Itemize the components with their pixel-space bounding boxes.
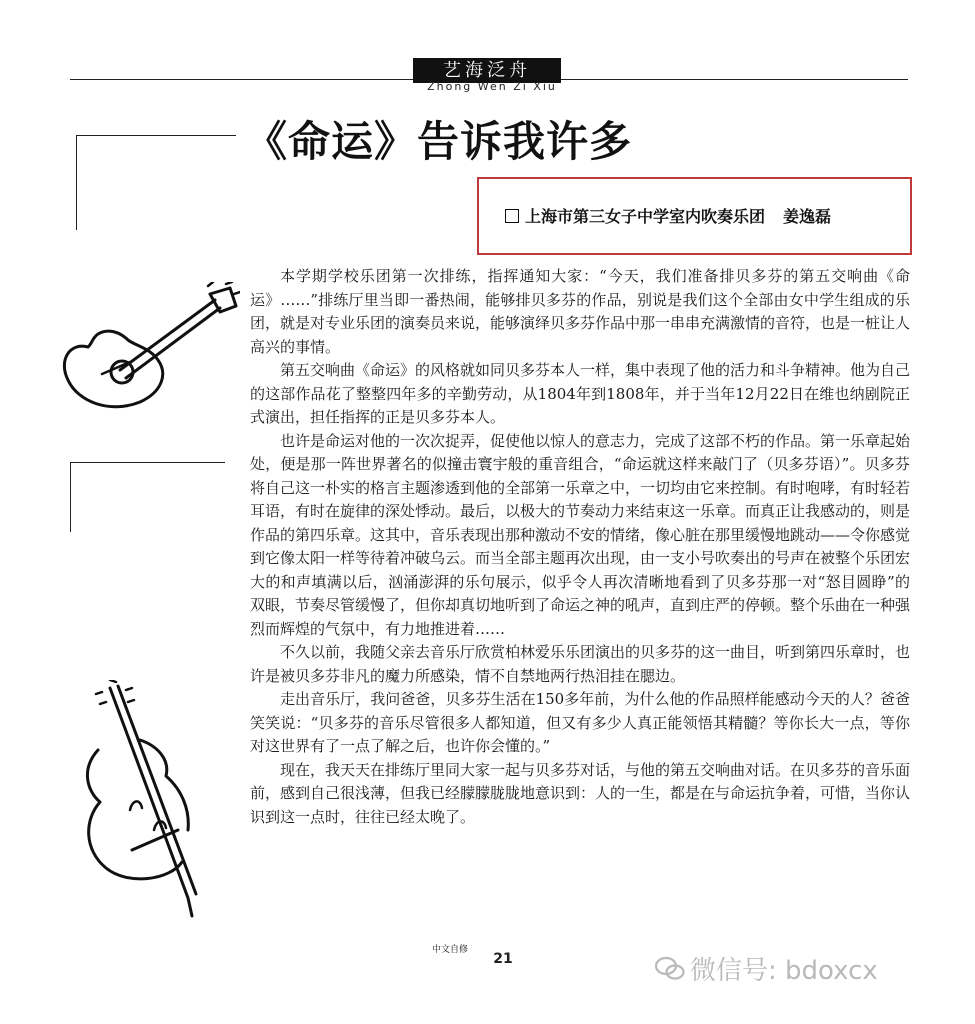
magazine-name: 中文自修 — [431, 945, 468, 955]
corner-line-top-horizontal — [76, 135, 236, 136]
cello-illustration — [70, 680, 230, 920]
page-number: 21 — [493, 951, 513, 967]
author-org: 上海市第三女子中学室内吹奏乐团 — [525, 207, 766, 226]
paragraph: 第五交响曲《命运》的风格就如同贝多芬本人一样，集中表现了他的活力和斗争精神。他为自己的这部作品花了整整四年多的辛勤劳动，从1804年到1808年，并于当年12月22日在维也纳剧院正式演出，担任指挥的正是贝多芬本人。 — [250, 361, 911, 426]
paragraph: 也许是命运对他的一次次捉弄，促使他以惊人的意志力，完成了这部不朽的作品。第一乐章起始处，便是那一阵世界著名的似撞击寰宇般的重音组合，“命运就这样来敲门了（贝多芬语）”。贝多芬将自己这一朴实的格言主题渗透到他的全部第一乐章之中，一切均由它来控制。有时咆哮，有时轻若耳语，有时在旋律的深处悸动。最后，以极大的节奏动力来结束这一乐章。而真正让我感动的，则是作品的第四乐章。这其中，音乐表现出那种激动不安的情绪，像心脏在那里缓慢地跳动——令你感觉到它像太阳一样等待着冲破乌云。而当全部主题再次出现，由一支小号吹奏出的号声在被整个乐团宏大的和声填满以后，汹涌澎湃的乐句展示，似乎令人再次清晰地看到了贝多芬那一对“怒目圆睁”的双眼，节奏尽管缓慢了，但你却真切地听到了命运之神的吼声，直到庄严的停顿。整个乐曲在一种强烈而辉煌的气氛中，有力地推进着…… — [250, 431, 911, 638]
paragraph: 现在，我天天在排练厅里同大家一起与贝多芬对话，与他的第五交响曲对话。在贝多芬的音乐面前，感到自己很浅薄，但我已经朦朦胧胧地意识到：人的一生，都是在与命运抗争着，可惜，当你认识到这一点时，往往已经太晚了。 — [250, 760, 911, 826]
article-title: 《命运》告诉我许多 — [245, 117, 633, 166]
corner-line-top-vertical — [76, 135, 77, 230]
paragraph: 本学期学校乐团第一次排练，指挥通知大家：“今天，我们准备排贝多芬的第五交响曲《命运》……”排练厅里当即一番热闹，能够排贝多芬的作品，别说是我们这个全部由女中学生组成的乐团，就是对专业乐团的演奏员来说，能够演绎贝多芬作品中那一串串充满激情的音符，也是一桩让人高兴的事情。 — [250, 267, 911, 356]
column-label: 艺海泛舟 — [413, 58, 561, 83]
corner-line-mid-horizontal — [70, 462, 225, 463]
square-bullet-icon — [505, 209, 519, 223]
paragraph: 走出音乐厅，我问爸爸，贝多芬生活在150多年前，为什么他的作品照样能感动今天的人？爸爸笑笑说：“贝多芬的音乐尽管很多人都知道，但又有多少人真正能领悟其精髓？等你长大一点，等你对这世界有了一点了解之后，也许你会懂的。” — [250, 690, 910, 755]
paragraph: 不久以前，我随父亲去音乐厅欣赏柏林爱乐乐团演出的贝多芬的这一曲目，听到第四乐章时，也许是被贝多芬非凡的魔力所感染，情不自禁地两行热泪挂在腮边。 — [250, 643, 911, 685]
wechat-icon — [655, 956, 685, 982]
author-line — [505, 206, 831, 228]
guitar-illustration — [50, 282, 240, 432]
author-name: 姜逸磊 — [783, 207, 832, 226]
corner-line-mid-vertical — [70, 462, 71, 532]
column-pinyin: Zhong Wen Zi Xiu — [427, 80, 557, 93]
watermark: 微信号: bdoxcx — [690, 956, 878, 986]
article-body — [250, 265, 910, 829]
